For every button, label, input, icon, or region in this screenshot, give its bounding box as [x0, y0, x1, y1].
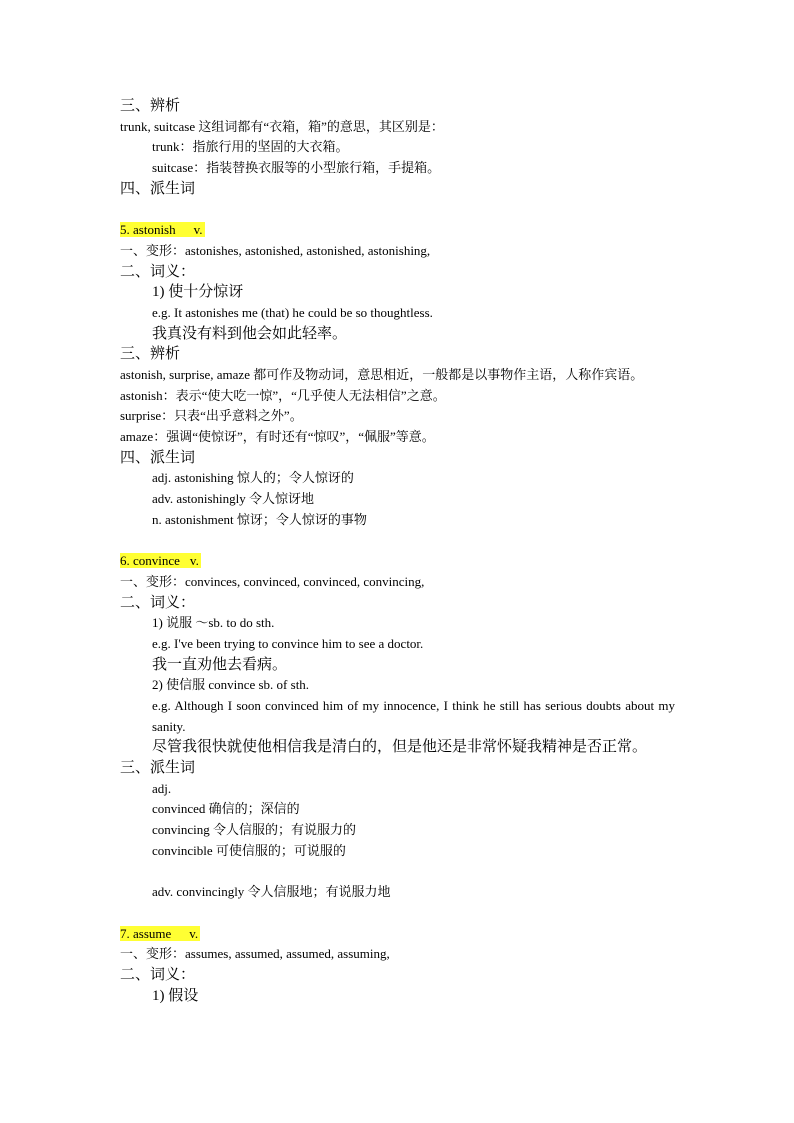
- section-heading: 二、词义：: [120, 966, 196, 983]
- entry-word: 7. assume: [120, 925, 172, 941]
- definition-trunk: trunk：指旅行用的坚固的大衣箱。: [152, 139, 349, 155]
- entry-pos: v.: [193, 222, 203, 238]
- inflections: 一、变形：convinces, convinced, convinced, convincing,: [120, 573, 425, 589]
- section-heading: 四、派生词: [120, 180, 196, 197]
- derivative-item: adv. convincingly 令人信服地；有说服力地: [152, 884, 391, 900]
- entry-pos: v.: [189, 553, 199, 569]
- spacer: [120, 903, 675, 924]
- spacer: [120, 199, 675, 220]
- section-heading: 三、辨析: [120, 346, 181, 363]
- section-heading: 三、辨析: [120, 98, 181, 114]
- entry-pos: v.: [189, 925, 199, 941]
- section-heading: 二、词义：: [120, 594, 196, 611]
- meaning-item: 1) 假设: [152, 987, 199, 1004]
- derivative-item: convincing 令人信服的；有说服力的: [152, 822, 357, 838]
- example-sentence: e.g. Although I soon convinced him of my innocence, I think he still has serious doubts about my sanity.: [152, 697, 675, 734]
- derivative-item: adj. astonishing 惊人的；令人惊讶的: [152, 470, 354, 486]
- entry-word: 5. astonish: [120, 222, 176, 238]
- meaning-item: 2) 使信服 convince sb. of sth.: [152, 677, 310, 693]
- example-sentence: e.g. I've been trying to convince him to see a doctor.: [152, 635, 424, 651]
- example-translation: 我一直劝他去看病。: [152, 656, 288, 673]
- inflections: 一、变形：astonishes, astonished, astonished, astonishing,: [120, 242, 431, 258]
- derivative-item: convinced 确信的；深信的: [152, 801, 300, 817]
- derivative-label: adj.: [152, 780, 172, 796]
- spacer: [120, 861, 675, 882]
- meaning-item: 1) 说服 ～sb. to do sth.: [152, 615, 275, 631]
- entry-word: 6. convince: [120, 553, 180, 569]
- example-translation: 尽管我很快就使他相信我是清白的，但是他还是非常怀疑我精神是否正常。: [152, 739, 648, 756]
- comparison-surprise: surprise：只表“出乎意料之外”。: [120, 408, 303, 424]
- entry-highlight: [120, 553, 201, 568]
- example-sentence: e.g. It astonishes me (that) he could be so thoughtless.: [152, 304, 433, 320]
- spacer: [120, 530, 675, 551]
- comparison-intro: astonish, surprise, amaze 都可作及物动词，意思相近，一般都是以事物作主语，人称作宾语。: [120, 366, 644, 382]
- inflections: 一、变形：assumes, assumed, assumed, assuming,: [120, 946, 390, 962]
- example-translation: 我真没有料到他会如此轻率。: [152, 325, 348, 342]
- entry-heading-assume: [120, 924, 675, 945]
- section-heading: 二、词义：: [120, 263, 196, 280]
- section-heading: 四、派生词: [120, 449, 196, 466]
- comparison-amaze: amaze：强调“使惊讶”，有时还有“惊叹”，“佩服”等意。: [120, 429, 435, 445]
- entry-heading-astonish: [120, 220, 675, 241]
- entry-highlight: [120, 926, 200, 941]
- derivative-item: convincible 可使信服的；可说服的: [152, 842, 346, 858]
- entry-highlight: [120, 222, 205, 237]
- comparison-intro: trunk, suitcase 这组词都有“衣箱，箱”的意思，其区别是：: [120, 118, 444, 134]
- derivative-item: adv. astonishingly 令人惊讶地: [152, 491, 315, 507]
- definition-suitcase: suitcase：指装替换衣服等的小型旅行箱，手提箱。: [152, 160, 441, 176]
- meaning-item: 1) 使十分惊讶: [152, 284, 244, 301]
- derivative-item: n. astonishment 惊讶；令人惊讶的事物: [152, 511, 367, 527]
- comparison-astonish: astonish：表示“使大吃一惊”，“几乎使人无法相信”之意。: [120, 387, 446, 403]
- section-heading: 三、派生词: [120, 760, 196, 777]
- entry-heading-convince: [120, 551, 675, 572]
- document-body: [120, 96, 675, 1006]
